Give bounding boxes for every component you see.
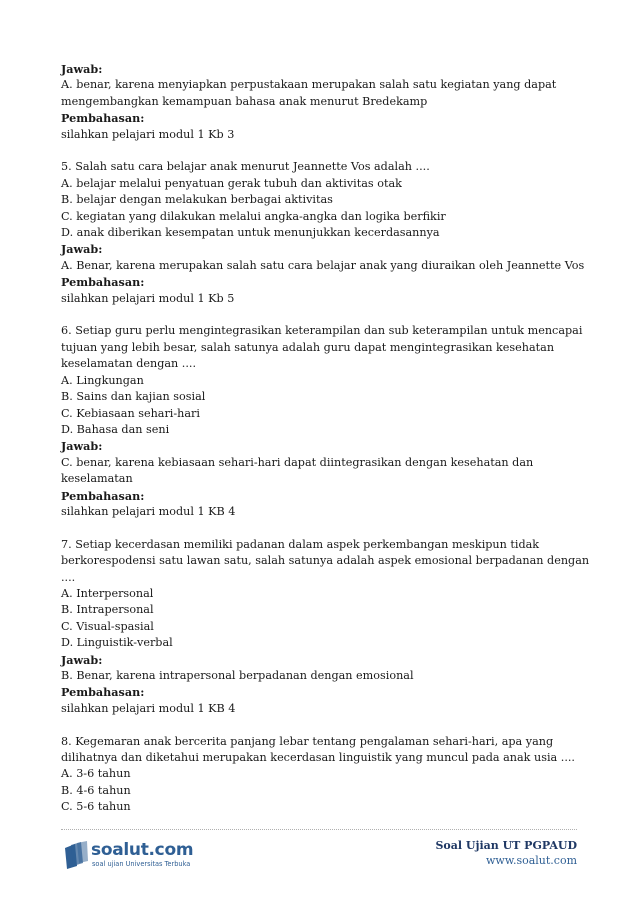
soalut-logo[interactable] (63, 838, 223, 872)
footer-info (435, 838, 577, 868)
section-label: Jawab: (61, 62, 103, 76)
section-label: Pembahasan: (61, 488, 145, 503)
text-line: D. anak diberikan kesempatan untuk menunjukkan kecerdasannya (61, 226, 440, 240)
footer-divider (61, 829, 577, 830)
section-label: Pembahasan: (61, 275, 145, 290)
section-label: Pembahasan: (61, 685, 145, 700)
text-line: C. Visual-spasial (61, 619, 154, 633)
paragraph-gap (61, 143, 581, 159)
logo-wordmark: soalut.com (91, 840, 194, 860)
footer-link[interactable]: www.soalut.com (486, 854, 577, 867)
text-line: 6. Setiap guru perlu mengintegrasikan keterampilan dan sub keterampilan untuk mencapai (61, 324, 583, 338)
text-line: D. Linguistik-verbal (61, 636, 173, 650)
text-line: A. 3-6 tahun (61, 767, 131, 781)
text-line: tujuan yang lebih besar, salah satunya adalah guru dapat mengintegrasikan kesehatan (61, 340, 555, 354)
paragraph-gap (61, 307, 581, 323)
text-line: A. Interpersonal (61, 586, 154, 600)
book-stack-icon (63, 840, 89, 870)
text-line: C. Kebiasaan sehari-hari (61, 406, 200, 420)
logo-tagline: soal ujian Universitas Terbuka (92, 860, 191, 868)
footer-title: Soal Ujian UT PGPAUD (435, 839, 577, 852)
document-body (61, 61, 590, 816)
text-line: dilihatnya dan diketahui merupakan kecerdasan linguistik yang muncul pada anak usia .... (61, 751, 575, 764)
section-label: Jawab: (61, 439, 103, 454)
text-line: A. Lingkungan (61, 373, 144, 387)
text-line: A. belajar melalui penyatuan gerak tubuh dan aktivitas otak (61, 176, 402, 190)
text-line: 8. Kegemaran anak bercerita panjang lebar tentang pengalaman sehari-hari, apa yang (61, 734, 554, 748)
text-line: A. benar, karena menyiapkan perpustakaan merupakan salah satu kegiatan yang dapat (61, 78, 557, 92)
text-line: keselamatan dengan .... (61, 357, 197, 371)
text-line: B. 4-6 tahun (61, 783, 131, 797)
section-label: Jawab: (61, 242, 103, 257)
text-line: berkorespodensi satu lawan satu, salah satunya adalah aspek emosional berpadanan dengan (61, 554, 590, 568)
paragraph-gap (61, 520, 581, 536)
text-line: .... (61, 570, 76, 584)
text-line: silahkan pelajari modul 1 Kb 5 (61, 291, 235, 305)
text-line: B. Intrapersonal (61, 603, 154, 617)
text-line: C. 5-6 tahun (61, 800, 131, 814)
text-line: 5. Salah satu cara belajar anak menurut Jeannette Vos adalah .... (61, 160, 430, 174)
text-line: C. kegiatan yang dilakukan melalui angka-angka dan logika berfikir (61, 209, 446, 223)
text-line: silahkan pelajari modul 1 KB 4 (61, 504, 236, 518)
text-line: B. Benar, karena intrapersonal berpadanan dengan emosional (61, 668, 414, 682)
section-label: Pembahasan: (61, 111, 145, 126)
text-line: 7. Setiap kecerdasan memiliki padanan dalam aspek perkembangan meskipun tidak (61, 537, 540, 551)
text-line: silahkan pelajari modul 1 Kb 3 (61, 127, 235, 141)
text-line: silahkan pelajari modul 1 KB 4 (61, 701, 236, 715)
text-line: D. Bahasa dan seni (61, 422, 170, 436)
text-line: B. belajar dengan melakukan berbagai aktivitas (61, 193, 333, 207)
text-line: B. Sains dan kajian sosial (61, 390, 206, 404)
paragraph-gap (61, 717, 581, 733)
text-line: C. benar, karena kebiasaan sehari-hari dapat diintegrasikan dengan kesehatan dan (61, 455, 534, 469)
text-line: A. Benar, karena merupakan salah satu cara belajar anak yang diuraikan oleh Jeannette Vos (61, 258, 585, 272)
text-line: mengembangkan kemampuan bahasa anak menurut Bredekamp (61, 94, 428, 108)
section-label: Jawab: (61, 652, 103, 667)
text-line: keselamatan (61, 472, 133, 486)
